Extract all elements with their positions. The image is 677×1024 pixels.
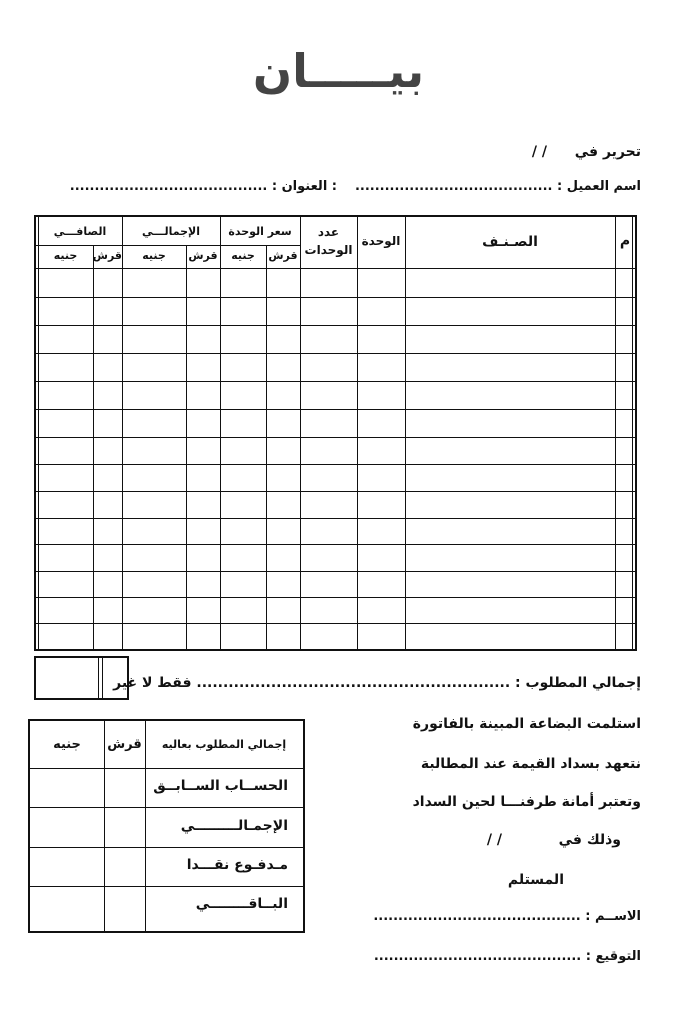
col-count: عدد — [317, 225, 340, 239]
receiver-label: المستلم — [507, 872, 564, 888]
col-m: م — [619, 233, 631, 249]
summary-row-remaining: البــاقــــــــي — [195, 896, 288, 912]
col-item: الصـنـف — [482, 234, 538, 250]
sub-qirsh: قرش — [92, 249, 122, 262]
col-unit: الوحدة — [361, 234, 401, 248]
col-unit-price: سعر الوحدة — [228, 225, 292, 238]
sub-pound: جنيه — [231, 249, 255, 262]
signature-field: التوقيع : .......................................... — [373, 949, 641, 964]
summary-row-previous: الحســاب الســابــق — [153, 778, 288, 794]
customer-field: اسم العميل : ........................................ — [354, 179, 641, 194]
date-slashes: / / — [531, 144, 547, 160]
sub-pound: جنيه — [53, 249, 78, 262]
sub-qirsh: قرش — [268, 249, 298, 262]
col-total: الإجمالـــي — [142, 225, 200, 238]
statement-2: نتعهد بسداد القيمة عند المطالبة — [420, 756, 641, 772]
date-label: تحرير في — [574, 144, 641, 160]
summary-header: إجمالي المطلوب بعاليه — [161, 738, 287, 751]
col-count-2: الوحدات — [304, 243, 353, 257]
summary-row-total: الإجمـالـــــــــي — [180, 818, 288, 834]
date-line: وذلك في — [558, 832, 621, 848]
statement-1: استلمت البضاعة المبينة بالفاتورة — [412, 716, 641, 732]
page-title: بيـــــان — [252, 44, 425, 98]
summary-qirsh: قرش — [107, 737, 142, 752]
total-required: إجمالي المطلوب : ........................................................... فقط لا غير — [113, 675, 641, 691]
sub-pound: جنيه — [142, 249, 166, 262]
name-field: الاســم : .......................................... — [373, 909, 641, 924]
items-table — [34, 215, 637, 651]
col-net: الصافـــي — [53, 225, 107, 238]
statement-3: وتعتبر أمانة طرفنـــا لحين السداد — [412, 794, 641, 810]
date-line-slashes: / / — [486, 832, 502, 848]
summary-row-paid: مـدفـوع نقـــدا — [186, 857, 288, 873]
sub-qirsh: قرش — [188, 249, 218, 262]
address-field: : العنوان : ........................................ — [69, 179, 337, 194]
summary-pound: جنيه — [53, 737, 81, 752]
